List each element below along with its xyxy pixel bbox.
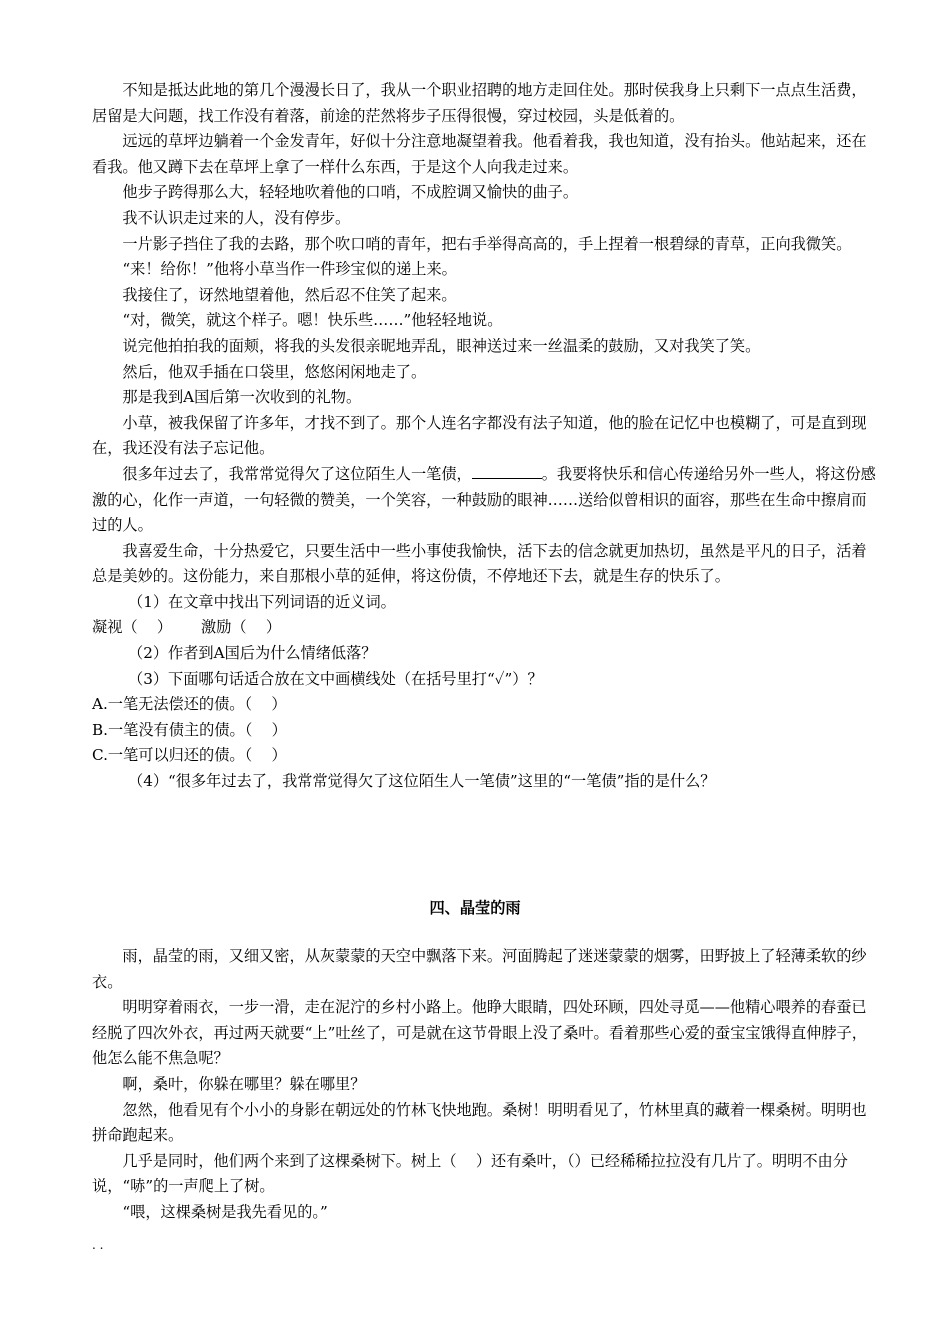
- paragraph-part: 。我要将快乐和信心传递给另外一些人，将这份感激的心，化作一声道，一句轻微的赞美，一个笑容，一种鼓励的眼神……送给似曾相识的面容，那些在生命中擦肩而过的人。: [92, 464, 876, 535]
- question-1: （1）在文章中找出下列词语的近义词。: [128, 592, 396, 611]
- paragraph: 然后，他双手插在口袋里，悠悠闲闲地走了。: [122, 362, 427, 381]
- paragraph: 几乎是同时，他们两个来到了这棵桑树下。树上（ ）还有桑叶，（）已经稀稀拉拉没有几片了。明明不由分说，“哧”的一声爬上了树。: [92, 1151, 848, 1196]
- paragraph: 雨，晶莹的雨，又细又密，从灰蒙蒙的天空中飘落下来。河面腾起了迷迷蒙蒙的烟雾，田野披上了轻薄柔软的纱衣。: [92, 947, 867, 991]
- paragraph: 明明穿着雨衣，一步一滑，走在泥泞的乡村小路上。他睁大眼睛，四处环顾，四处寻觅——他精心喂养的春蚕已经脱了四次外衣，再过两天就要“上”吐丝了，可是就在这节骨眼上没了桑叶。看着那些心爱的蚕宝宝饿得直伸脖子，他怎么能不焦急呢？: [92, 998, 867, 1068]
- paragraph: 那是我到A国后第一次收到的礼物。: [122, 388, 362, 407]
- paragraph: 他步子跨得那么大，轻轻地吹着他的口哨，不成腔调又愉快的曲子。: [122, 183, 579, 202]
- option-c: C.一笔可以归还的债。（ ）: [92, 746, 287, 765]
- paragraph: 远远的草坪边躺着一个金发青年，好似十分注意地凝望着我。他看着我，我也知道，没有抬头。他站起来，还在看我。他又蹲下去在草坪上拿了一样什么东西，于是这个人向我走过来。: [92, 132, 867, 176]
- question-4: （4）“很多年过去了，我常常觉得欠了这位陌生人一笔债”这里的“一笔债”指的是什么？: [128, 772, 716, 791]
- option-b: B.一笔没有债主的债。（ ）: [92, 720, 287, 739]
- option-a: A.一笔无法偿还的债。（ ）: [92, 695, 287, 714]
- paragraph: 啊，桑叶，你躲在哪里？躲在哪里？: [122, 1074, 366, 1093]
- paragraph: “对，微笑，就这个样子。嗯！快乐些……”他轻轻地说。: [122, 311, 503, 330]
- fill-in-blank[interactable]: [472, 464, 542, 479]
- paragraph: 小草，被我保留了许多年，才找不到了。那个人连名字都没有法子知道，他的脸在记忆中也模糊了，可是直到现在，我还没有法子忘记他。: [92, 413, 867, 458]
- paragraph: “来！给你！”他将小草当作一件珍宝似的递上来。: [122, 260, 457, 279]
- paragraph: 我不认识走过来的人，没有停步。: [122, 208, 351, 227]
- paragraph: 我接住了，讶然地望着他，然后忍不住笑了起来。: [122, 285, 457, 304]
- paragraph-with-blank: [92, 462, 876, 539]
- paragraph: 忽然，他看见有个小小的身影在朝远处的竹林飞快地跑。桑树！明明看见了，竹林里真的藏着一棵桑树。明明也拼命跑起来。: [92, 1100, 867, 1145]
- paragraph: 不知是抵达此地的第几个漫漫长日了，我从一个职业招聘的地方走回住处。那时侯我身上只剩下一点点生活费，居留是大问题，找工作没有着落，前途的茫然将步子压得很慢，穿过校园，头是低着的。: [92, 81, 867, 125]
- paragraph: 我喜爱生命，十分热爱它，只要生活中一些小事使我愉快，活下去的信念就更加热切，虽然是平凡的日子，活着总是美妙的。这份能力，来自那根小草的延伸，将这份债，不停地还下去，就是生存的快乐了。: [92, 541, 867, 586]
- paragraph: “喂，这棵桑树是我先看见的。”: [122, 1202, 328, 1221]
- section-title: 四、晶莹的雨: [429, 899, 521, 917]
- paragraph: 一片影子挡住了我的去路，那个吹口哨的青年，把右手举得高高的，手上捏着一根碧绿的青草，正向我微笑。: [122, 234, 852, 253]
- question-3: （3）下面哪句话适合放在文中画横线处（在括号里打“✓”）？: [128, 669, 543, 688]
- question-2: （2）作者到A国后为什么情绪低落？: [128, 644, 377, 663]
- reading-passage-2: [92, 944, 876, 1226]
- reading-passage-1: [92, 78, 876, 795]
- footer-marks: . .: [92, 1238, 104, 1252]
- paragraph: 说完他拍拍我的面颊，将我的头发很亲昵地弄乱，眼神送过来一丝温柔的鼓励，又对我笑了笑。: [122, 336, 761, 355]
- paragraph-part: 很多年过去了，我常常觉得欠了这位陌生人一笔债，: [122, 464, 472, 483]
- question-1-words: 凝视（ ） 激励（ ）: [92, 618, 282, 637]
